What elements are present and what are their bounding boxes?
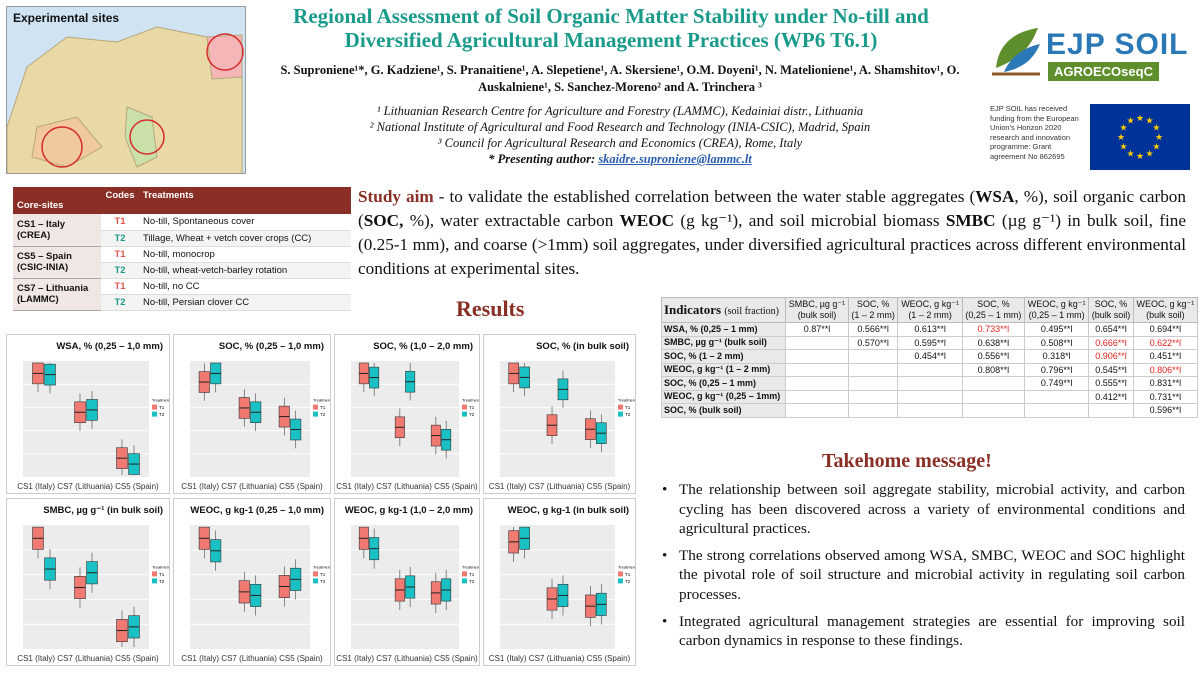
treatment-cell: No-till, no CC — [139, 278, 351, 294]
correlation-cell — [1025, 404, 1089, 418]
boxplot-x-axis-label: CS1 (Italy) CS7 (Lithuania) CS5 (Spain) — [488, 654, 631, 663]
boxplot-svg — [7, 499, 170, 666]
legend-swatch — [462, 412, 467, 417]
legend-label: T1 — [625, 571, 631, 577]
code-cell: T2 — [101, 294, 139, 310]
code-cell: T2 — [101, 262, 139, 278]
site-cell: CS7 – Lithuania (LAMMC) — [13, 278, 101, 310]
plot-legend — [152, 564, 170, 584]
table-row — [662, 404, 1198, 418]
correlation-row-label: SMBC, µg g⁻¹ (bulk soil) — [662, 336, 786, 350]
eu-star-icon: ★ — [1152, 122, 1161, 133]
correlation-cell — [786, 377, 849, 391]
boxplot-x-axis-label: CS1 (Italy) CS7 (Lithuania) CS5 (Spain) — [336, 482, 478, 491]
correlation-cell: 0.666**l — [1089, 336, 1134, 350]
treatment-cell: No-till, Persian clover CC — [139, 294, 351, 310]
correlation-cell — [1025, 390, 1089, 404]
correlation-cell — [848, 390, 898, 404]
correlation-row-label: WEOC, g kg⁻¹ (1 – 2 mm) — [662, 363, 786, 377]
correlation-cell: 0.694**l — [1133, 323, 1197, 337]
site-cell: CS1 – Italy (CREA) — [13, 214, 101, 246]
eu-star-icon: ★ — [1119, 122, 1128, 133]
legend-title: Treatment — [313, 564, 332, 570]
sites-header-core-sites: Core-sites — [13, 187, 101, 214]
presenting-email-link[interactable]: skaidre.suproniene@lammc.lt — [598, 152, 752, 166]
legend-label: T1 — [625, 405, 631, 411]
plot-legend — [152, 398, 170, 418]
correlation-cell: 0.906**l — [1089, 350, 1134, 364]
eu-star-icon: ★ — [1135, 113, 1145, 123]
boxplot-title: SOC, % (1,0 – 2,0 mm) — [373, 341, 473, 352]
correlation-cell: 0.622**l — [1133, 336, 1197, 350]
eu-star-icon: ★ — [1152, 141, 1161, 152]
boxplot-title: WEOC, g kg-1 (0,25 – 1,0 mm) — [190, 505, 324, 516]
legend-title: Treatment — [152, 564, 171, 570]
eu-star-icon: ★ — [1119, 141, 1128, 152]
table-row — [13, 246, 351, 262]
boxplot-title: SOC, % (0,25 – 1,0 mm) — [218, 341, 324, 352]
correlation-cell — [848, 377, 898, 391]
correlation-cell: 0.796**l — [1025, 363, 1089, 377]
code-cell: T1 — [101, 246, 139, 262]
eu-flag-icon — [1090, 104, 1190, 170]
correlation-cell: 0.613**l — [898, 323, 962, 337]
boxplot-panel — [173, 498, 331, 666]
sites-header-codes: Codes — [101, 187, 139, 214]
boxplot-svg — [174, 499, 331, 666]
correlation-cell — [962, 390, 1024, 404]
boxplot-svg — [7, 335, 170, 494]
europe-map-graphic — [7, 7, 246, 174]
eu-star-icon: ★ — [1135, 151, 1145, 161]
table-row — [13, 278, 351, 294]
results-heading: Results — [456, 296, 525, 321]
aim-keyword: Study aim — [358, 187, 434, 206]
presenting-label: * Presenting author: — [488, 152, 599, 166]
affiliation-3: ³ Council for Agricultural Research and Economics (CREA), Rome, Italy — [437, 136, 803, 150]
boxplot-svg — [174, 335, 331, 494]
legend-label: T2 — [159, 578, 165, 584]
takehome-list — [662, 480, 1185, 658]
takehome-item: • The strong correlations observed among WSA, SMBC, WEOC and SOC highlight the pivotal role of soil structure and microbial activity in regulating soil carbon processes. — [662, 546, 1185, 605]
legend-swatch — [152, 412, 157, 417]
correlation-cell: 0.87**l — [786, 323, 849, 337]
boxplot-title: SMBC, µg g⁻¹ (in bulk soil) — [43, 505, 163, 516]
authors: S. Suproniene¹*, G. Kadziene¹, S. Pranaitiene¹, A. Slepetiene¹, A. Skersiene¹, O.M. Doyeni¹, N. Matelioniene¹, A. Shamshitov¹, O. Auskalniene¹, S. Sanchez-Moreno² and A. Trinchera ³ — [280, 63, 960, 94]
correlation-cell — [898, 390, 962, 404]
table-row — [662, 377, 1198, 391]
plot-legend — [462, 564, 480, 584]
eu-star-icon: ★ — [1145, 148, 1154, 159]
treatment-cell: Tillage, Wheat + vetch cover crops (CC) — [139, 230, 351, 246]
boxplot-svg — [335, 335, 480, 494]
treatment-cell: No-till, wheat-vetch-barley rotation — [139, 262, 351, 278]
legend-title: Treatment — [152, 397, 171, 403]
legend-title: Treatment — [462, 564, 481, 570]
correlation-cell — [786, 350, 849, 364]
correlation-row-label: SOC, % (0,25 – 1 mm) — [662, 377, 786, 391]
correlation-col-header: WEOC, g kg⁻¹ (1 – 2 mm) — [898, 298, 962, 323]
legend-label: T2 — [320, 412, 326, 418]
study-aim-text: Study aim - to validate the established correlation between the water stable aggregates (WSA, %), soil organic carbon (SOC, %), water extractable carbon WEOC (g kg⁻¹), and soil microbial biomass SMBC (µg g⁻¹) in bulk soil, fine (0.25-1 mm), and coarse (>1mm) soil aggregates, under diversified agricultural practices across different environmental conditions at experimental sites. — [358, 187, 1186, 278]
poster-title: Regional Assessment of Soil Organic Matter Stability under No-till and Diversified Agricultural Management Practices (WP6 T6.1) — [293, 4, 929, 52]
table-row — [13, 214, 351, 230]
correlation-cell: 0.733**l — [962, 323, 1024, 337]
correlation-cell: 0.545**l — [1089, 363, 1134, 377]
legend-swatch — [313, 405, 318, 410]
ejp-soil-logo-text: EJP SOIL — [1046, 28, 1189, 61]
sites-header-treatments: Treatments — [139, 187, 351, 214]
correlation-cell: 0.654**l — [1089, 323, 1134, 337]
legend-label: T2 — [625, 578, 631, 584]
correlation-cell: 0.556**l — [962, 350, 1024, 364]
boxplot-x-axis-label: CS1 (Italy) CS7 (Lithuania) CS5 (Spain) — [17, 654, 159, 663]
correlation-cell — [898, 404, 962, 418]
agroecoseqc-badge: AGROECOseqC — [1048, 62, 1159, 81]
boxplot-x-axis-label: CS1 (Italy) CS7 (Lithuania) CS5 (Spain) — [17, 482, 159, 491]
legend-swatch — [462, 571, 467, 576]
takehome-item: • Integrated agricultural management strategies are essential for improving soil carbon dynamics in response to these findings. — [662, 612, 1185, 651]
code-cell: T1 — [101, 214, 139, 230]
boxplot-title: SOC, % (in bulk soil) — [536, 341, 629, 352]
legend-label: T1 — [469, 571, 475, 577]
correlation-cell — [786, 363, 849, 377]
legend-title: Treatment — [618, 564, 637, 570]
legend-label: T2 — [469, 578, 475, 584]
legend-label: T1 — [159, 571, 165, 577]
correlation-cell: 0.570**l — [848, 336, 898, 350]
correlation-cell — [786, 390, 849, 404]
table-row — [662, 323, 1198, 337]
legend-swatch — [313, 578, 318, 583]
correlation-cell: 0.595**l — [898, 336, 962, 350]
table-row — [662, 390, 1198, 404]
affiliation-2: ² National Institute of Agricultural and Food Research and Technology (INIA-CSIC), Madrid, Spain — [369, 120, 871, 134]
correlation-cell: 0.749**l — [1025, 377, 1089, 391]
boxplot-svg — [335, 499, 480, 666]
boxplot-panel — [173, 334, 331, 494]
legend-swatch — [152, 571, 157, 576]
correlation-cell — [848, 363, 898, 377]
correlation-cell — [786, 336, 849, 350]
boxplot-svg — [484, 499, 636, 666]
legend-swatch — [152, 578, 157, 583]
boxplot-x-axis-label: CS1 (Italy) CS7 (Lithuania) CS5 (Spain) — [336, 654, 478, 663]
correlation-cell: 0.596**l — [1133, 404, 1197, 418]
affiliations — [250, 103, 990, 167]
correlation-cell: 0.451**l — [1133, 350, 1197, 364]
correlation-cell: 0.454**l — [898, 350, 962, 364]
correlation-col-header: SOC, % (0,25 – 1 mm) — [962, 298, 1024, 323]
correlation-cell — [962, 377, 1024, 391]
experimental-sites-map — [6, 6, 246, 174]
legend-label: T2 — [469, 412, 475, 418]
correlation-cell: 0.566**l — [848, 323, 898, 337]
takehome-item: • The relationship between soil aggregate stability, microbial activity, and carbon cycling has been discovered across a variety of environmental conditions and agricultural practices. — [662, 480, 1185, 539]
correlation-cell: 0.831**l — [1133, 377, 1197, 391]
table-row — [662, 350, 1198, 364]
legend-label: T1 — [159, 405, 165, 411]
correlation-row-label: SOC, % (bulk soil) — [662, 404, 786, 418]
boxplot-x-axis-label: CS1 (Italy) CS7 (Lithuania) CS5 (Spain) — [488, 482, 631, 491]
boxplot-x-axis-label: CS1 (Italy) CS7 (Lithuania) CS5 (Spain) — [181, 482, 323, 491]
legend-swatch — [313, 571, 318, 576]
correlation-row-label: WEOC, g kg⁻¹ (0,25 – 1mm) — [662, 390, 786, 404]
indicators-header: Indicators (soil fraction) — [662, 298, 786, 323]
correlation-cell: 0.318*l — [1025, 350, 1089, 364]
correlation-cell: 0.508**l — [1025, 336, 1089, 350]
takehome-heading: Takehome message! — [822, 450, 992, 472]
correlation-header-row — [662, 298, 1198, 323]
legend-label: T1 — [320, 571, 326, 577]
legend-label: T1 — [320, 405, 326, 411]
legend-swatch — [152, 405, 157, 410]
map-label: Experimental sites — [13, 11, 120, 25]
correlation-cell: 0.495**l — [1025, 323, 1089, 337]
eu-star-icon: ★ — [1116, 132, 1126, 142]
correlation-table — [661, 297, 1198, 418]
correlation-cell — [898, 363, 962, 377]
eu-star-icon: ★ — [1126, 115, 1135, 126]
plot-legend — [313, 564, 331, 584]
legend-title: Treatment — [313, 397, 332, 403]
legend-swatch — [618, 405, 623, 410]
correlation-cell: 0.412**l — [1089, 390, 1134, 404]
legend-label: T2 — [159, 412, 165, 418]
legend-swatch — [618, 571, 623, 576]
legend-swatch — [313, 412, 318, 417]
boxplot-panel — [483, 334, 636, 494]
correlation-col-header: WEOC, g kg⁻¹ (bulk soil) — [1133, 298, 1197, 323]
boxplot-title: WEOC, g kg-1 (in bulk soil) — [507, 505, 629, 516]
correlation-cell: 0.808**l — [962, 363, 1024, 377]
affiliation-1: ¹ Lithuanian Research Centre for Agriculture and Forestry (LAMMC), Kedainiai distr., Lithuania — [376, 104, 864, 118]
plot-legend — [618, 398, 636, 418]
plot-legend — [618, 564, 636, 584]
correlation-row-label: WSA, % (0,25 – 1 mm) — [662, 323, 786, 337]
boxplot-title: WSA, % (0,25 – 1,0 mm) — [56, 341, 163, 352]
correlation-cell — [848, 350, 898, 364]
legend-swatch — [618, 578, 623, 583]
eu-star-icon: ★ — [1126, 148, 1135, 159]
table-row — [662, 336, 1198, 350]
legend-label: T2 — [625, 412, 631, 418]
boxplot-panel — [6, 498, 170, 666]
treatment-cell: No-till, monocrop — [139, 246, 351, 262]
eu-star-icon: ★ — [1145, 115, 1154, 126]
correlation-col-header: SOC, % (1 – 2 mm) — [848, 298, 898, 323]
legend-title: Treatment — [462, 397, 481, 403]
boxplot-title: WEOC, g kg-1 (1,0 – 2,0 mm) — [344, 505, 473, 516]
correlation-cell: 0.806**l — [1133, 363, 1197, 377]
code-cell: T1 — [101, 278, 139, 294]
boxplot-x-axis-label: CS1 (Italy) CS7 (Lithuania) CS5 (Spain) — [181, 654, 323, 663]
boxplot-panel — [483, 498, 636, 666]
core-sites-table — [13, 187, 351, 311]
boxplot-panel — [6, 334, 170, 494]
legend-label: T2 — [320, 578, 326, 584]
correlation-col-header: SMBC, µg g⁻¹ (bulk soil) — [786, 298, 849, 323]
correlation-cell: 0.638**l — [962, 336, 1024, 350]
code-cell: T2 — [101, 230, 139, 246]
correlation-cell — [786, 404, 849, 418]
correlation-cell: 0.555**l — [1089, 377, 1134, 391]
legend-swatch — [462, 405, 467, 410]
ejp-soil-logo-icon — [988, 22, 1044, 78]
boxplot-svg — [484, 335, 636, 494]
boxplot-panel — [334, 498, 480, 666]
treatment-cell: No-till, Spontaneous cover — [139, 214, 351, 230]
legend-label: T1 — [469, 405, 475, 411]
boxplot-panel — [334, 334, 480, 494]
correlation-col-header: SOC, % (bulk soil) — [1089, 298, 1134, 323]
funding-note: EJP SOIL has received funding from the European Union's Horizon 2020 research and innovation programme: Grant agreement No 862695 — [990, 104, 1079, 161]
legend-swatch — [462, 578, 467, 583]
site-cell: CS5 – Spain (CSIC-INIA) — [13, 246, 101, 278]
table-row — [662, 363, 1198, 377]
correlation-cell — [848, 404, 898, 418]
legend-swatch — [618, 412, 623, 417]
correlation-cell: 0.731**l — [1133, 390, 1197, 404]
correlation-row-label: SOC, % (1 – 2 mm) — [662, 350, 786, 364]
legend-title: Treatment — [618, 397, 637, 403]
correlation-cell — [898, 377, 962, 391]
plot-legend — [462, 398, 480, 418]
correlation-col-header: WEOC, g kg⁻¹ (0,25 – 1 mm) — [1025, 298, 1089, 323]
correlation-cell — [962, 404, 1024, 418]
plot-legend — [313, 398, 331, 418]
correlation-cell — [1089, 404, 1134, 418]
eu-star-icon: ★ — [1154, 132, 1164, 142]
